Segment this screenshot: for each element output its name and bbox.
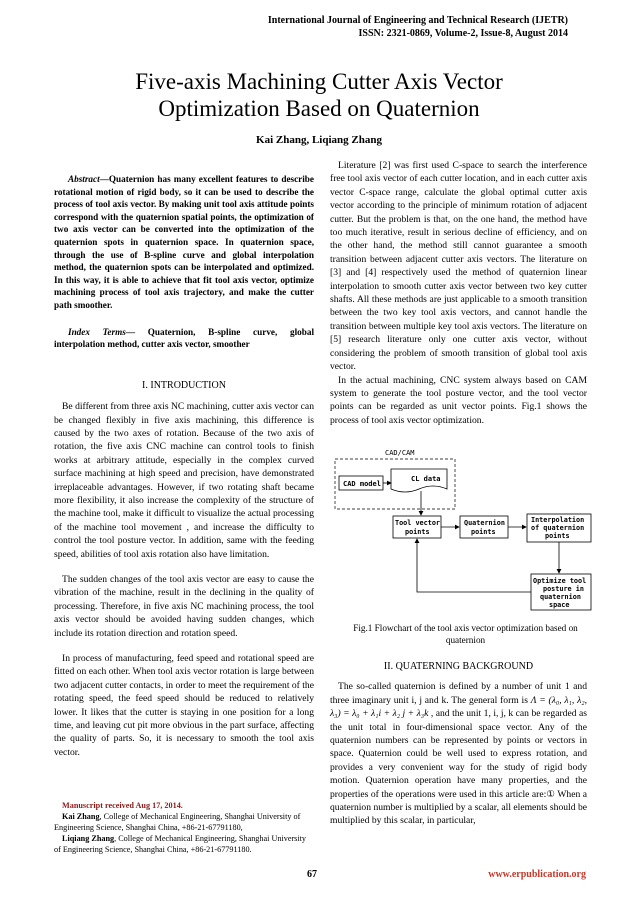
author-2-name: Liqiang Zhang (62, 834, 115, 843)
author-1-text: , College of Mechanical Engineering, Shanghai University of Engineering Science, Shanghai China, +86-21-67791180, (54, 812, 301, 832)
section-1-heading: I. INTRODUCTION (142, 379, 226, 391)
interpolation-line1: Interpolation (531, 516, 585, 524)
right-paragraph-2: In the actual machining, CNC system always based on CAM system to generate the tool posture vector, and the tool vector points can be regarded as unit vector points. Fig.1 shows the process of tool axis vector optimization. (330, 374, 587, 426)
quaternion-paragraph (330, 680, 587, 827)
interpolation-line3: points (545, 532, 570, 540)
optimize-line1: Optimize tool (533, 577, 587, 585)
publisher-url[interactable]: www.erpublication.org (488, 869, 586, 880)
cad-model-text: CAD model (343, 480, 381, 488)
left-column (54, 173, 314, 759)
journal-name: International Journal of Engineering and Technical Research (IJETR) (267, 15, 568, 26)
quaternion-points-line2: points (471, 528, 496, 536)
abstract-text: —Quaternion has many excellent features to describe rotational motion of rigid body, so it can be used to describe the process of tool axis vector. By making unit tool axis attitude points correspond with the quaternion spatial points, the optimization of two axis vector can be converted into the optimization of the quaternion spots in quaternion space. In quaternion space, through the use of B-spline curve and global interpolation method, the quaternion spots can be interpolated and optimized. In this way, it is able to achieve that fit tool axis vector, optimize machining process of tool axis trajectory, and make the cutter path smoother. (54, 174, 314, 310)
index-terms-text: — Quaternion, B-spline curve, global interpolation method, cutter axis vector, smoother (54, 326, 314, 350)
author-1-affiliation (54, 811, 314, 833)
figure-caption: Fig.1 Flowchart of the tool axis vector optimization based on quaternion (353, 623, 578, 645)
index-terms (54, 326, 314, 351)
author-2-affiliation (54, 833, 314, 855)
quaternion-paragraph-start: The so-called quaternion is defined by a number of unit 1 and three imaginary unit i, j and k. The general form is (330, 681, 587, 706)
footnote (54, 800, 314, 855)
quaternion-formula: Λ = (λ₀, λ₁, λ₂, λ₃) = λ₀ + λ₁i + λ₂ j + λ₃k (330, 694, 587, 720)
manuscript-received: Manuscript received Aug 17, 2014. (62, 801, 183, 810)
authors: Kai Zhang, Liqiang Zhang (256, 134, 382, 146)
right-column-bottom (330, 660, 587, 828)
intro-paragraph-1: Be different from three axis NC machining, cutter axis vector can be changed flexibly in five axis machining, this difference is caused by the two axes of rotation. Because of the two axis of rotation, the five axis CNC machine can control tools to finish works at arbitrary attitude, especially in the complex curved surface machining at high speed and precision, have demonstrated irreplaceable advantages. However, if two rotating shaft became more flexibility, it also increase the complexity of the structure of the machine tool, make it difficult to visualize the actual processing of the machine tool movement , and increase the difficulty to control the tool posture vector. In addition, same with the feeding speed, abilities of tool axis rotation also have limitation. (54, 401, 314, 560)
journal-issn: ISSN: 2321-0869, Volume-2, Issue-8, August 2014 (358, 28, 568, 39)
interpolation-line2: of quaternion (531, 524, 585, 532)
abstract-label: Abstract (68, 174, 100, 184)
cl-data-text: CL data (411, 475, 441, 483)
index-terms-label: Index Terms (68, 326, 126, 337)
cad-cam-label: CAD/CAM (385, 449, 415, 457)
tool-vector-line2: points (405, 528, 430, 536)
author-1-name: Kai Zhang (62, 812, 100, 821)
quaternion-paragraph-end: , and the unit 1, i, j, k can be regarded as the unit total in four-dimensional space vector. Any of the quaternion numbers can be represented by points or vectors in space. Quaternion could be well used to express rotation, and provides a very convenient way for the study of rigid body motion. Quaternion operation have many properties, and the properties of the operations were used in this article are:① When a quaternion number is multiplied by a scalar, all elements should be multiplied by this scalar, in particular, (330, 708, 587, 827)
section-2-heading: II. QUATERNING BACKGROUND (383, 661, 534, 672)
title-line-1: Five-axis Machining Cutter Axis Vector (135, 69, 503, 94)
quaternion-points-line1: Quaternion (464, 519, 505, 527)
journal-header (268, 14, 568, 40)
page-number: 67 (307, 869, 317, 880)
tool-vector-line1: Tool vector (395, 519, 441, 527)
author-2-text: , College of Mechanical Engineering, Shanghai University of Engineering Science, Shanghai China, +86-21-67791180. (54, 834, 307, 854)
title-line-2: Optimization Based on Quaternion (158, 96, 480, 121)
intro-paragraph-2: The sudden changes of the tool axis vector are easy to cause the vibration of the machine, result in the declining in the quality of processing. Therefore, in five axis NC machining process, the tool axis vector should be avoided having sudden changes, which include its rotation direction and rotation speed. (54, 574, 314, 639)
optimize-line3: quaternion (540, 593, 581, 601)
paper-title (60, 68, 578, 122)
abstract (54, 173, 314, 312)
intro-paragraph-3: In process of manufacturing, feed speed and rotational speed are fitted on each other. When tool axis vector rotation is large between two adjacent cutter contacts, in order to meet the requirement of the rotating speed, the feed speed should be reduced to relatively lower. It likes that the cutter is staying in one position for a long time, and leaving cut pit more obvious in the part surface, affecting the quality of parts. So, it is necessary to smooth the tool axis vector. (54, 653, 314, 758)
right-paragraph-1: Literature [2] was first used C-space to search the interference free tool axis vector of each cutter location, and in each cutter axis vector C-space range, calculate the global optimal cutter axis vector according to the principle of minimum rotation of adjacent cutter. But the problem is that, on the one hand, the method have too much iterative, result in serious decline of efficiency, and on the other hand, the method still cannot guarantee a smooth transition between adjacent cutter axis vectors. The literature on [3] and [4] respectively used the method of quaternion linear interpolation to smooth cutter axis vector between two key cutter shafts. All these methods are just applicable to a smooth transition between the two key tool axis vectors, and cannot handle the transition between multiple key tool axis vectors. The literature on [5] research literature only one cutter axis vector, without considering the problem of smooth transition of global tool axis vector. (330, 160, 587, 373)
optimize-line4: space (549, 601, 570, 609)
optimize-line2: posture in (543, 585, 584, 593)
flowchart-figure (333, 445, 598, 620)
arrow-optimize-tool (417, 539, 531, 592)
right-column-top (330, 159, 587, 427)
